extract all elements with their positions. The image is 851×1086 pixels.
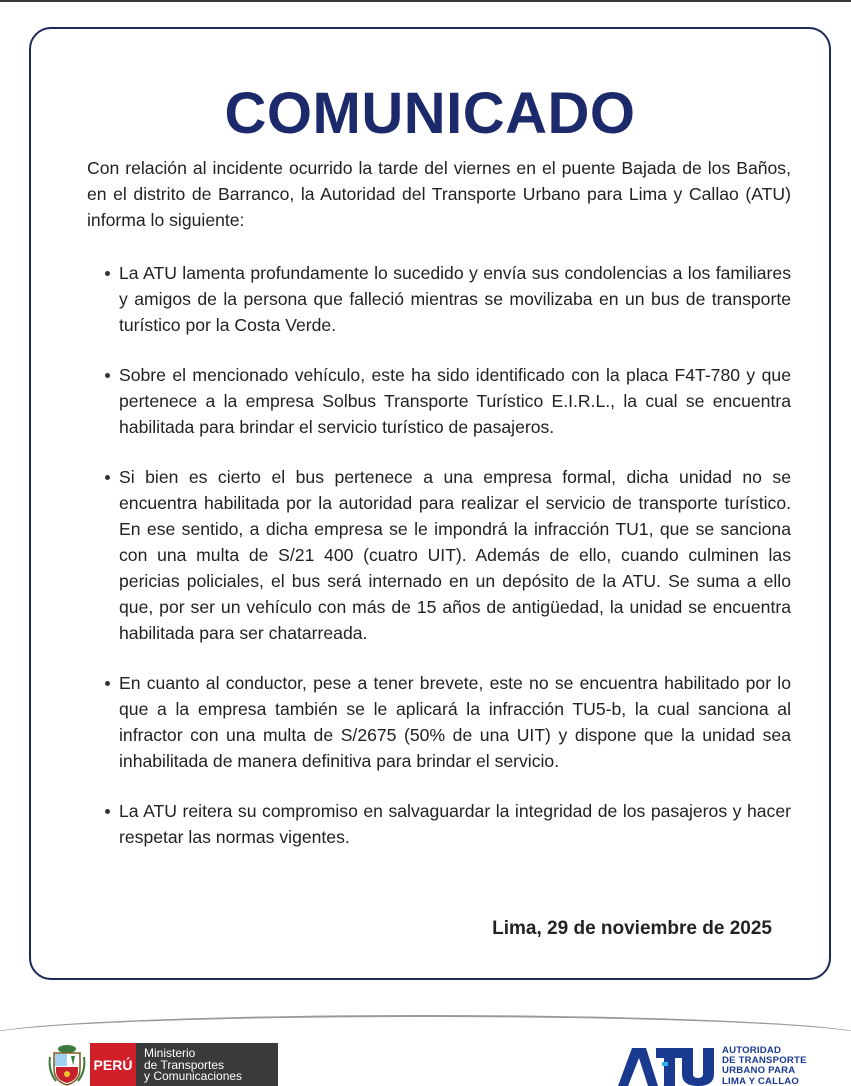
- bullet-icon: [105, 475, 110, 480]
- government-logo: [48, 1043, 278, 1086]
- list-item-text: Sobre el mencionado vehículo, este ha sido identificado con la placa F4T-780 y que pertenece a la empresa Solbus Transporte Turístico E.I.R.L., la cual se encuentra habilitada para brindar el servicio turístico de pasajeros.: [119, 365, 791, 437]
- atu-line-3: URBANO PARA: [722, 1065, 796, 1077]
- bullet-icon: [105, 809, 110, 814]
- atu-line-1: AUTORIDAD: [722, 1045, 782, 1056]
- atu-line-2: DE TRANSPORTE: [722, 1055, 807, 1067]
- ministry-line-1: Ministerio: [144, 1046, 196, 1060]
- list-item-text: La ATU lamenta profundamente lo sucedido y envía sus condolencias a los familiares y amigos de la persona que falleció mientras se movilizaba en un bus de transporte turístico por la Costa Verde.: [119, 263, 791, 335]
- top-divider: [0, 0, 851, 2]
- list-item-text: En cuanto al conductor, pese a tener brevete, este no se encuentra habilitado por lo que a la empresa también se le aplicará la infracción TU5-b, la cual sanciona al infractor con una multa de S/2675 (50% de una UIT) y dispone que la unidad sea inhabilitada de manera definitiva para brindar el servicio.: [119, 673, 791, 771]
- atu-logo: [616, 1044, 807, 1086]
- list-item: [87, 464, 791, 646]
- list-item: [87, 670, 791, 774]
- atu-label: [722, 1044, 807, 1086]
- bullet-icon: [105, 373, 110, 378]
- announcement-card: [29, 27, 831, 980]
- list-item: [87, 798, 791, 850]
- ministry-line-3: y Comunicaciones: [144, 1069, 243, 1083]
- atu-line-4: LIMA Y CALLAO: [722, 1075, 800, 1086]
- list-item-text: Si bien es cierto el bus pertenece a una empresa formal, dicha unidad no se encuentra habilitada por la autoridad para realizar el servicio de transporte turístico. En ese sentido, a dicha empresa se le impondrá la infracción TU1, que se sanciona con una multa de S/21 400 (cuatro UIT). Además de ello, cuando culminen las pericias policiales, el bus será internado en un depósito de la ATU. Se suma a ello que, por ser un vehículo con más de 15 años de antigüedad, la unidad se encuentra habilitada para ser chatarreada.: [119, 467, 791, 643]
- list-item: [87, 362, 791, 440]
- atu-logo-mark-icon: [616, 1044, 716, 1086]
- bullet-icon: [105, 681, 110, 686]
- coat-of-arms-icon: [48, 1043, 86, 1086]
- document-date: Lima, 29 de noviembre de 2025: [492, 918, 772, 939]
- peru-label: PERÚ: [90, 1043, 136, 1086]
- document-title: COMUNICADO: [224, 81, 636, 146]
- ministry-line-2: de Transportes: [144, 1057, 225, 1072]
- intro-paragraph: Con relación al incidente ocurrido la tarde del viernes en el puente Bajada de los Baños, en el distrito de Barranco, la Autoridad del Transporte Urbano para Lima y Callao (ATU) informa lo siguiente:: [87, 158, 791, 230]
- ministry-label: [136, 1043, 278, 1086]
- list-item: [87, 260, 791, 338]
- list-item-text: La ATU reitera su compromiso en salvaguardar la integridad de los pasajeros y hacer respetar las normas vigentes.: [119, 801, 791, 847]
- bullet-list: [87, 260, 791, 850]
- bullet-icon: [105, 271, 110, 276]
